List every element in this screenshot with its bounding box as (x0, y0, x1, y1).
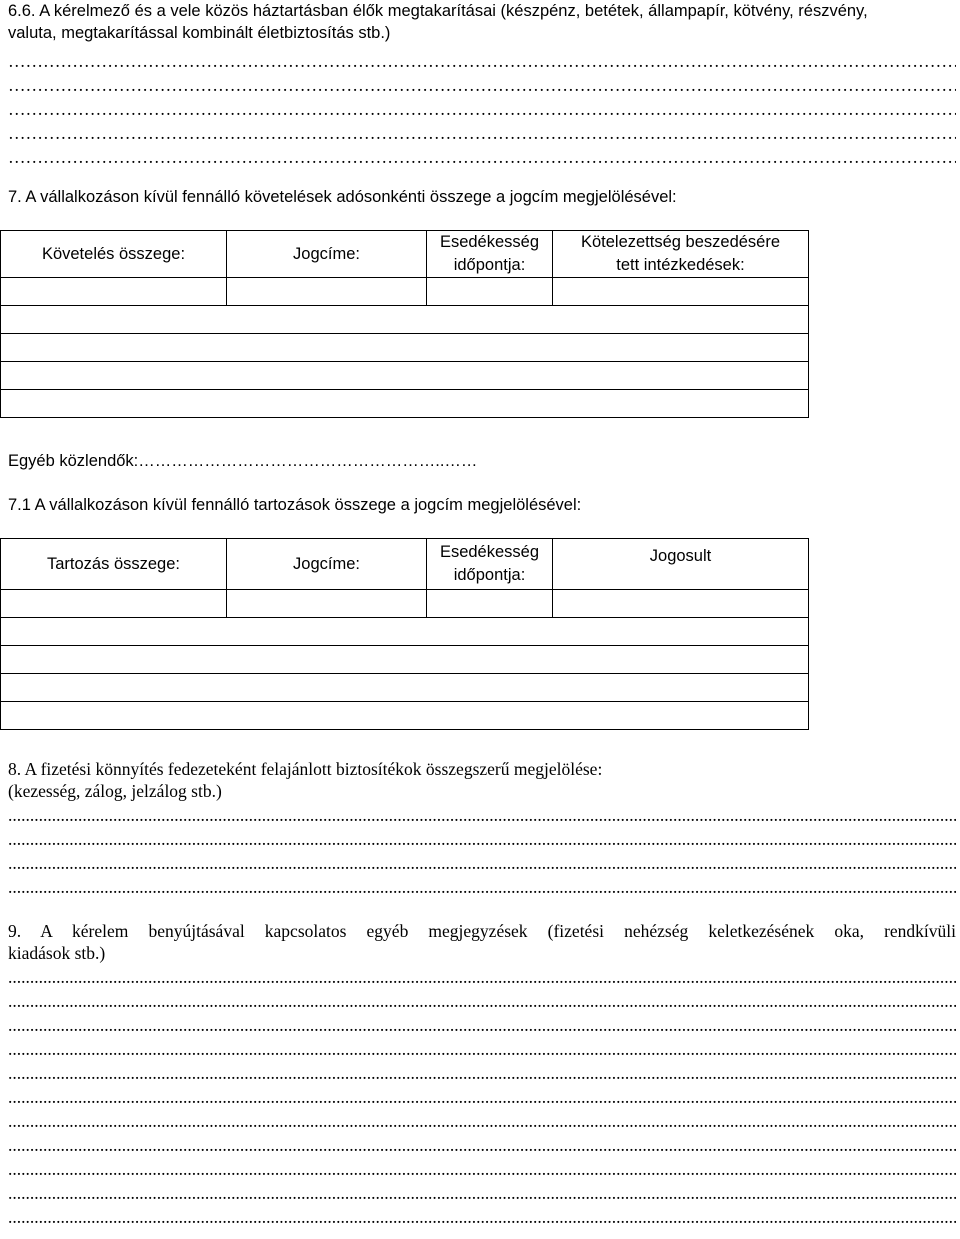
table-cell[interactable] (227, 278, 427, 306)
table-cell[interactable] (1, 362, 809, 390)
section-8-line1: 8. A fizetési könnyítés fedezeteként felajánlott biztosítékok összegszerű megjelölése: (8, 759, 603, 779)
fill-line[interactable] (8, 122, 956, 144)
other-notes-text: Egyéb közlendők: (8, 452, 139, 470)
fill-line[interactable] (8, 852, 956, 874)
fill-line[interactable] (8, 1086, 956, 1108)
col-header-legal-title: Jogcíme: (227, 539, 427, 590)
col-header-due-date (427, 539, 553, 590)
table-row (1, 590, 809, 618)
section-9-line1: 9. A kérelem benyújtásával kapcsolatos egyéb megjegyzések (fizetési nehézség keletkezésének oka, rendkívüli (8, 921, 956, 941)
fill-line[interactable] (8, 990, 956, 1012)
due-date-line2: időpontja: (453, 256, 526, 274)
other-notes-dots[interactable]: ………………………………………………..…… (138, 452, 478, 470)
fill-line[interactable] (8, 50, 956, 72)
table-cell[interactable] (1, 646, 809, 674)
fill-line[interactable] (8, 1062, 956, 1084)
fill-line[interactable] (8, 1038, 956, 1060)
table-row (1, 334, 809, 362)
fill-line[interactable] (8, 1206, 956, 1228)
table-row (1, 362, 809, 390)
section-6-6-line1: 6.6. A kérelmező és a vele közös háztartásban élők megtakarításai (készpénz, betétek, állampapír, kötvény, részvény, (8, 2, 868, 20)
table-cell[interactable] (427, 590, 553, 618)
table-row (1, 702, 809, 730)
table-cell[interactable] (1, 334, 809, 362)
fill-line[interactable] (8, 1182, 956, 1204)
col-header-due-date (427, 231, 553, 278)
table-cell[interactable] (1, 278, 227, 306)
section-6-6-line2: valuta, megtakarítással kombinált életbiztosítás stb.) (8, 24, 391, 42)
table-cell[interactable] (1, 590, 227, 618)
fill-line[interactable] (8, 98, 956, 120)
fill-line[interactable] (8, 1158, 956, 1180)
measures-line2: tett intézkedések: (616, 256, 745, 274)
table-cell[interactable] (427, 278, 553, 306)
table-row (1, 646, 809, 674)
section-7-1-heading: 7.1 A vállalkozáson kívül fennálló tartozások összege a jogcím megjelölésével: (8, 496, 582, 514)
fill-line[interactable] (8, 966, 956, 988)
measures-line1: Kötelezettség beszedésére (580, 233, 781, 251)
table-cell[interactable] (1, 390, 809, 418)
table-row (1, 674, 809, 702)
col-header-amount: Követelés összege: (1, 231, 227, 278)
fill-line[interactable] (8, 804, 956, 826)
other-notes-label (8, 450, 477, 472)
fill-line[interactable] (8, 146, 956, 168)
table-row (1, 306, 809, 334)
fill-line[interactable] (8, 828, 956, 850)
fill-line[interactable] (8, 1134, 956, 1156)
table-cell[interactable] (227, 590, 427, 618)
fill-line[interactable] (8, 1014, 956, 1036)
table-cell[interactable] (1, 674, 809, 702)
table-cell[interactable] (553, 590, 809, 618)
table-row (1, 278, 809, 306)
due-date-line2: időpontja: (453, 566, 526, 584)
fill-line[interactable] (8, 74, 956, 96)
section-9-line2: kiadások stb.) (8, 943, 106, 963)
section-7-heading: 7. A vállalkozáson kívül fennálló követelések adósonkénti összege a jogcím megjelölésével: (8, 188, 677, 206)
table-cell[interactable] (1, 618, 809, 646)
table-row (1, 390, 809, 418)
col-header-beneficiary: Jogosult (553, 539, 809, 590)
table-cell[interactable] (553, 278, 809, 306)
due-date-line1: Esedékesség (439, 233, 540, 251)
fill-line[interactable] (8, 1110, 956, 1132)
table-cell[interactable] (1, 702, 809, 730)
receivables-table (0, 230, 809, 418)
fill-line[interactable] (8, 876, 956, 898)
section-8-line2: (kezesség, zálog, jelzálog stb.) (8, 781, 222, 801)
col-header-legal-title: Jogcíme: (227, 231, 427, 278)
due-date-line1: Esedékesség (439, 543, 540, 561)
liabilities-table (0, 538, 809, 730)
col-header-collection-measures (553, 231, 809, 278)
table-cell[interactable] (1, 306, 809, 334)
col-header-amount: Tartozás összege: (1, 539, 227, 590)
table-row (1, 618, 809, 646)
